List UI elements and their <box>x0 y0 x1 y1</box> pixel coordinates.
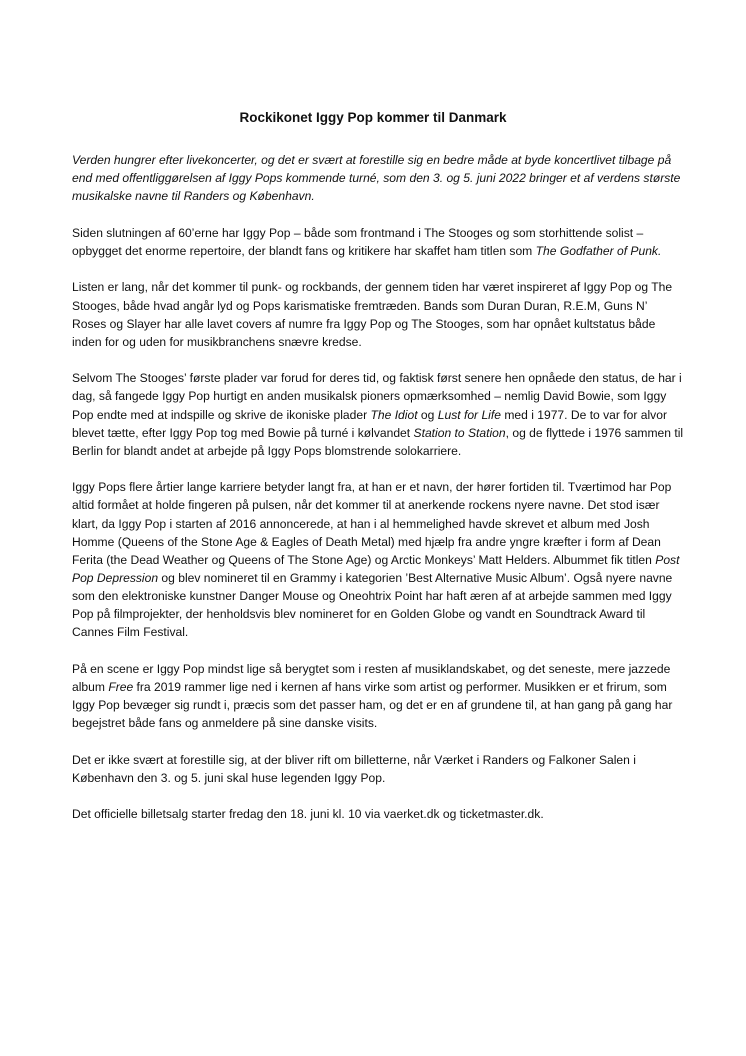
paragraph-text: Siden slutningen af 60’erne har Iggy Pop – både som frontmand i The Stooges og som storhittende solist – opbygget det enorme repertoire, der blandt fans og kritikere har skaffet ham titlen som <box>72 225 644 258</box>
paragraph-influence: Listen er lang, når det kommer til punk- og rockbands, der gennem tiden har været inspireret af Iggy Pop og The Stooges, både hvad angår lyd og Pops karismatiske fremtræden. Bands som Duran Duran, R.E.M, Guns N’ Roses og Slayer har alle lavet covers af numre fra Iggy Pop og The Stooges, som har opnået kultstatus både inden for og uden for musikbranchens snævre kredse. <box>72 280 673 349</box>
paragraph-text: Iggy Pops flere årtier lange karriere betyder langt fra, at han er et navn, der hører fortiden til. Tværtimod har Pop altid formået at holde fingeren på pulsen, når det kommer til at anerkende rockens nyere navne. Det stod især klart, da Iggy Pop i starten af 2016 annoncerede, at han i al hemmelighed havde skrevet et album med Josh Homme (Queens of the Stone Age & Eagles of Death Metal) med hjælp fra andre yngre kræfter i form af Dean Ferita (the Dead Weather og Queens of The Stone Age) og Arctic Monkeys’ Matt Helders. Albummet fik titlen <box>72 480 672 567</box>
paragraph-text: og <box>417 407 438 422</box>
paragraph-godfather-of-punk <box>72 224 684 260</box>
paragraph-text: Selvom The Stooges’ første plader var forud for deres tid, og faktisk først senere hen opnåede den status, de har i dag, så fangede Iggy Pop hurtigt en anden musikalsk pioners opmærksomhed – nemlig David Bowie, som Iggy Pop endte med at indspille og skrive de ikoniske plader <box>72 371 682 422</box>
album-title: Station to Station <box>413 425 506 440</box>
paragraph-text: fra 2019 rammer lige ned i kernen af hans virke som artist og performer. Musikken er et frirum, som Iggy Pop bevæger sig rundt i, præcis som det passer ham, og det er en af grundene til, at han gang på gang har begejstret både fans og anmeldere på sine danske visits. <box>72 679 673 730</box>
paragraph-text: , og de flyttede i 1976 sammen til Berlin for blandt andet at arbejde på Iggy Pops blomstrende solokarriere. <box>72 425 684 458</box>
paragraph-text: med i 1977. De to var for alvor blevet tætte, efter Iggy Pop tog med Bowie på turné i kølvandet <box>72 407 667 440</box>
album-title: The Idiot <box>370 407 418 422</box>
paragraph-text: og blev nomineret til en Grammy i kategorien ’Best Alternative Music Album’. Også nyere navne som den elektroniske kunstner Danger Mouse og Oneohtrix Point har haft æren af at arbejde sammen med Iggy Pop på filmprojekter, der henholdsvis blev nomineret for en Golden Globe og vandt en Soundtrack Award til Cannes Film Festival. <box>72 570 673 640</box>
paragraph-text: På en scene er Iggy Pop mindst lige så berygtet som i resten af musiklandskabet, og det seneste, mere jazzede album <box>72 661 671 694</box>
paragraph-stage <box>72 660 684 732</box>
paragraph-career <box>72 478 684 641</box>
album-title: Post Pop Depression <box>72 552 680 585</box>
paragraph-venues: Det er ikke svært at forestille sig, at der bliver rift om billetterne, når Værket i Randers og Falkoner Salen i København den 3. og 5. juni skal huse legenden Iggy Pop. <box>72 752 636 785</box>
nickname-title: The Godfather of Punk. <box>535 243 662 258</box>
intro-paragraph: Verden hungrer efter livekoncerter, og det er svært at forestille sig en bedre måde at byde koncertlivet tilbage på end med offentliggørelsen af Iggy Pops kommende turné, som den 3. og 5. juni 2022 bringer et af verdens største musikalske navne til Randers og København. <box>72 153 681 204</box>
document-body <box>72 151 684 842</box>
document-title: Rockikonet Iggy Pop kommer til Danmark <box>239 110 507 125</box>
paragraph-ticket-sale: Det officielle billetsalg starter fredag den 18. juni kl. 10 via vaerket.dk og ticketmaster.dk. <box>72 807 544 822</box>
album-title: Lust for Life <box>437 407 501 422</box>
paragraph-bowie <box>72 369 684 459</box>
album-title: Free <box>108 679 134 694</box>
